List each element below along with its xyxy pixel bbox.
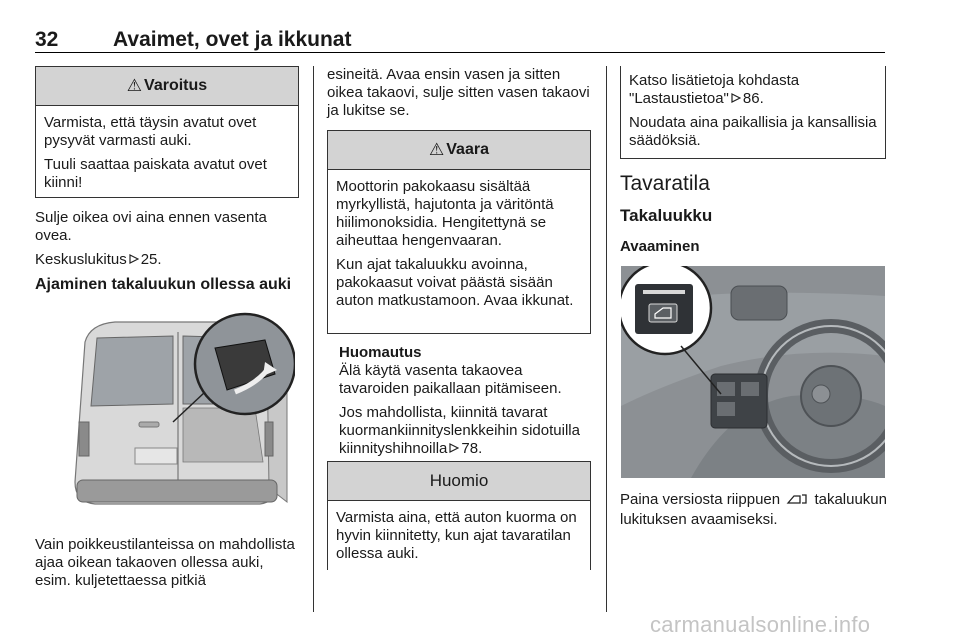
danger-text-2: Kun ajat takaluukku avoinna, pakokaasut voivat päästä sisään auton matkustamoon. Avaa ikkunat. — [336, 256, 574, 309]
col3-text-bottom — [620, 491, 888, 535]
caution-box-title: Huomio — [429, 471, 489, 490]
paragraph-central-locking — [35, 251, 297, 269]
info-text-2: Noudata aina paikallisia ja kansallisia säädöksiä. — [629, 114, 877, 149]
note-section — [339, 344, 591, 464]
info-text-1 — [629, 72, 877, 108]
warning-box-header — [36, 67, 298, 106]
subsubheading-opening: Avaaminen — [620, 238, 700, 255]
central-locking-text: Keskuslukitus — [35, 251, 127, 268]
page-ref-icon — [129, 254, 139, 264]
col1-text-top — [35, 209, 297, 295]
chapter-title: Avaimet, ovet ja ikkunat — [113, 28, 352, 51]
note-text-2 — [339, 404, 591, 458]
info-box — [620, 66, 886, 159]
info-text-1-ref: 86. — [742, 90, 764, 107]
caution-text-1: Varmista aina, että auton kuorma on hyvin kiinnitetty, kun ajat tavaratilan ollessa auki. — [336, 509, 577, 562]
danger-box-header — [328, 131, 590, 170]
warning-text-1: Varmista, että täysin avatut ovet pysyvät varmasti auki. — [44, 114, 257, 149]
warning-box — [35, 66, 299, 198]
central-locking-ref: 25. — [140, 251, 162, 268]
info-text-1-body: Katso lisätietoja kohdasta "Lastaustietoa" — [629, 72, 800, 107]
paragraph-exceptional-driving: Vain poikkeustilanteissa on mahdollista ajaa oikean takaoven ollessa auki, esim. kuljetettaessa pitkiä — [35, 536, 295, 589]
column-divider-2 — [606, 66, 607, 612]
note-text-1: Älä käytä vasenta takaovea tavaroiden paikallaan pitämiseen. — [339, 362, 562, 397]
warning-box-title: Varoitus — [144, 77, 208, 94]
section-heading-cargo: Tavaratila — [620, 172, 710, 195]
note-text-2-ref: 78. — [461, 440, 483, 457]
caution-box-header — [328, 462, 590, 501]
paragraph-press-button — [620, 491, 888, 529]
note-heading: Huomautus — [339, 344, 422, 361]
page-header — [35, 28, 885, 52]
danger-text-1: Moottorin pakokaasu sisältää myrkyllistä, hajutonta ja väritöntä hiilimonoksidia. Hengitettynä se aiheuttaa hengenvaaran. — [336, 178, 554, 249]
van-rear-illustration — [55, 312, 295, 524]
page-ref-icon — [449, 443, 459, 453]
press-text-after: takaluukun lukituksen avaamiseksi. — [620, 491, 887, 528]
footer-watermark: carmanualsonline.info — [650, 612, 871, 637]
header-rule — [35, 52, 885, 53]
page-number: 32 — [35, 28, 59, 51]
tailgate-unlock-icon — [786, 492, 808, 511]
warning-triangle-icon: ⚠ — [429, 140, 445, 159]
warning-triangle-icon: ⚠ — [126, 76, 143, 95]
subheading-tailgate: Takaluukku — [620, 206, 713, 225]
col1-text-bottom — [35, 536, 297, 596]
section-heading-driving-open: Ajaminen takaluukun ollessa auki — [35, 276, 292, 293]
col2-text-top — [327, 66, 591, 126]
paragraph-long-objects: esineitä. Avaa ensin vasen ja sitten oikea takaovi, sulje sitten vasen takaovi ja lukitse se. — [327, 66, 590, 119]
paragraph-close-doors: Sulje oikea ovi aina ennen vasenta ovea. — [35, 209, 267, 244]
note-text-2-body: Jos mahdollista, kiinnitä tavarat kuormankiinnityslenkkeihin sidotuilla kiinnityshihnoilla — [339, 404, 580, 457]
danger-box — [327, 130, 591, 334]
warning-text-2: Tuuli saattaa paiskata avatut ovet kiinni! — [44, 156, 267, 191]
dashboard-switch-illustration — [621, 266, 885, 478]
column-divider-1 — [313, 66, 314, 612]
page-ref-icon — [731, 93, 741, 103]
press-text-before: Paina versiosta riippuen — [620, 491, 781, 508]
danger-box-title: Vaara — [446, 141, 489, 158]
caution-box — [327, 461, 591, 570]
